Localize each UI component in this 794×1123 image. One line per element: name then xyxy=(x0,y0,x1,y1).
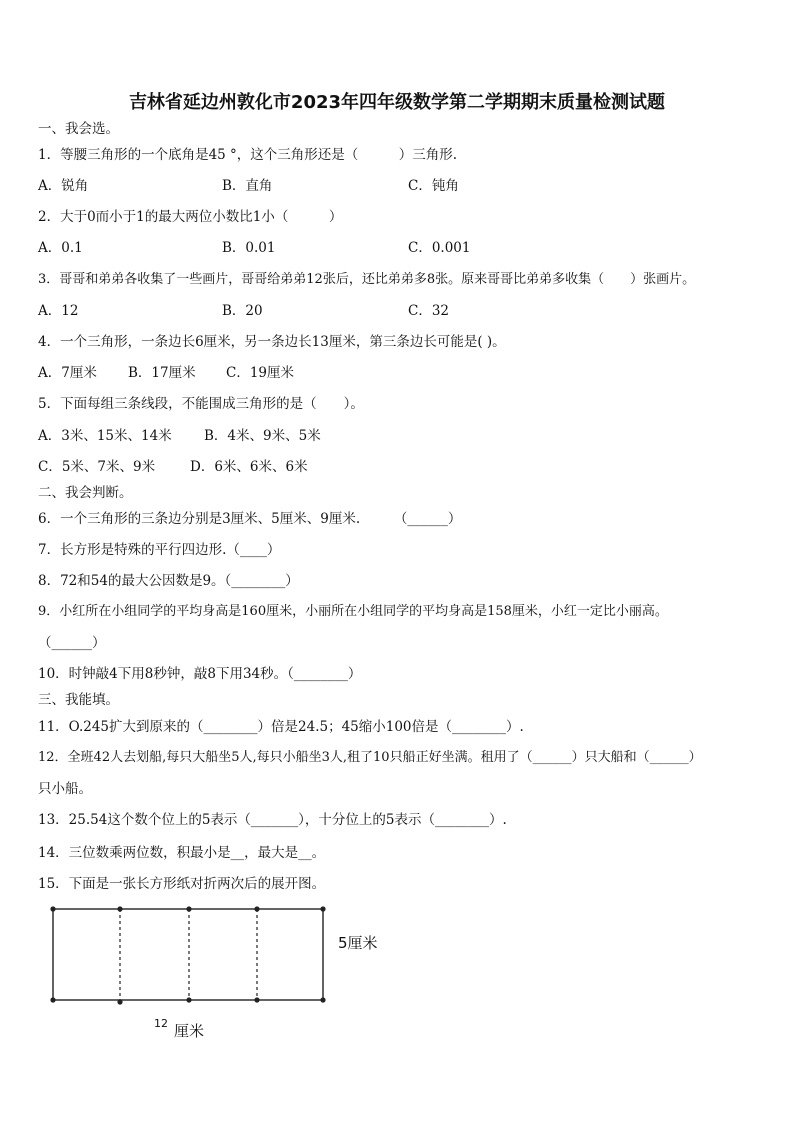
q4-option-b: B．17厘米 xyxy=(128,365,196,381)
q1-option-a: A．锐角 xyxy=(38,178,89,194)
question-6: 6．一个三角形的三条边分别是3厘米、5厘米、9厘米. （______） xyxy=(38,511,462,527)
q2-option-a: A．0.1 xyxy=(38,240,83,256)
question-10: 10．时钟敲4下用8秒钟，敲8下用34秒。（________） xyxy=(38,666,362,682)
question-11: 11．O.245扩大到原来的（________）倍是24.5；45缩小100倍是（________）. xyxy=(38,719,524,735)
question-9: 9．小红所在小组同学的平均身高是160厘米，小丽所在小组同学的平均身高是158厘米，小红一定比小丽高。 xyxy=(38,604,668,619)
q3-option-b: B．20 xyxy=(222,303,263,319)
q5-option-a: A．3米、15米、14米 xyxy=(38,428,172,444)
folded-paper-figure xyxy=(40,900,340,1010)
q1-option-c: C．钝角 xyxy=(408,178,459,194)
q5-option-d: D．6米、6米、6米 xyxy=(190,459,308,475)
section-heading-judge: 二、我会判断。 xyxy=(38,485,133,501)
question-2: 2．大于0而小于1的最大两位小数比1小（ ） xyxy=(38,209,343,225)
question-7: 7．长方形是特殊的平行四边形.（____） xyxy=(38,542,281,558)
q4-option-c: C．19厘米 xyxy=(226,365,295,381)
question-15: 15．下面是一张长方形纸对折两次后的展开图。 xyxy=(38,876,326,892)
question-14: 14．三位数乘两位数，积最小是__，最大是__。 xyxy=(38,845,326,861)
question-12-continued: 只小船。 xyxy=(38,781,92,797)
question-9-blank: （______） xyxy=(38,635,106,651)
question-12: 12．全班42人去划船,每只大船坐5人,每只小船坐3人,租了10只船正好坐满。租用了（______）只大船和（______） xyxy=(38,750,702,765)
section-heading-choice: 一、我会选。 xyxy=(38,121,119,137)
rectangle-outline xyxy=(53,909,323,1000)
q5-option-c: C．5米、7米、9米 xyxy=(38,459,156,475)
question-4: 4．一个三角形，一条边长6厘米，另一条边长13厘米，第三条边长可能是( )。 xyxy=(38,334,506,350)
question-1: 1．等腰三角形的一个底角是45 °，这个三角形还是（ ）三角形. xyxy=(38,147,458,163)
q1-option-b: B．直角 xyxy=(222,178,273,194)
figure-height-label: 5厘米 xyxy=(338,934,378,952)
figure-width-number: 12 xyxy=(154,1017,168,1030)
q3-option-a: A．12 xyxy=(38,303,79,319)
page-title: 吉林省延边州敦化市2023年四年级数学第二学期期末质量检测试题 xyxy=(128,92,666,113)
q2-option-c: C．0.001 xyxy=(408,240,471,256)
question-5: 5．下面每组三条线段，不能围成三角形的是（ ）。 xyxy=(38,396,364,412)
q2-option-b: B．0.01 xyxy=(222,240,276,256)
question-13: 13．25.54这个数个位上的5表示（_______），十分位上的5表示（________）. xyxy=(38,812,507,828)
question-3: 3．哥哥和弟弟各收集了一些画片，哥哥给弟弟12张后，还比弟弟多8张。原来哥哥比弟弟多收集（ ）张画片。 xyxy=(38,272,696,287)
question-8: 8．72和54的最大公因数是9。（________） xyxy=(38,573,299,589)
figure-width-unit: 厘米 xyxy=(174,1022,205,1040)
q5-option-b: B．4米、9米、5米 xyxy=(204,428,321,444)
q4-option-a: A．7厘米 xyxy=(38,365,97,381)
q3-option-c: C．32 xyxy=(408,303,450,319)
section-heading-fill: 三、我能填。 xyxy=(38,692,119,708)
